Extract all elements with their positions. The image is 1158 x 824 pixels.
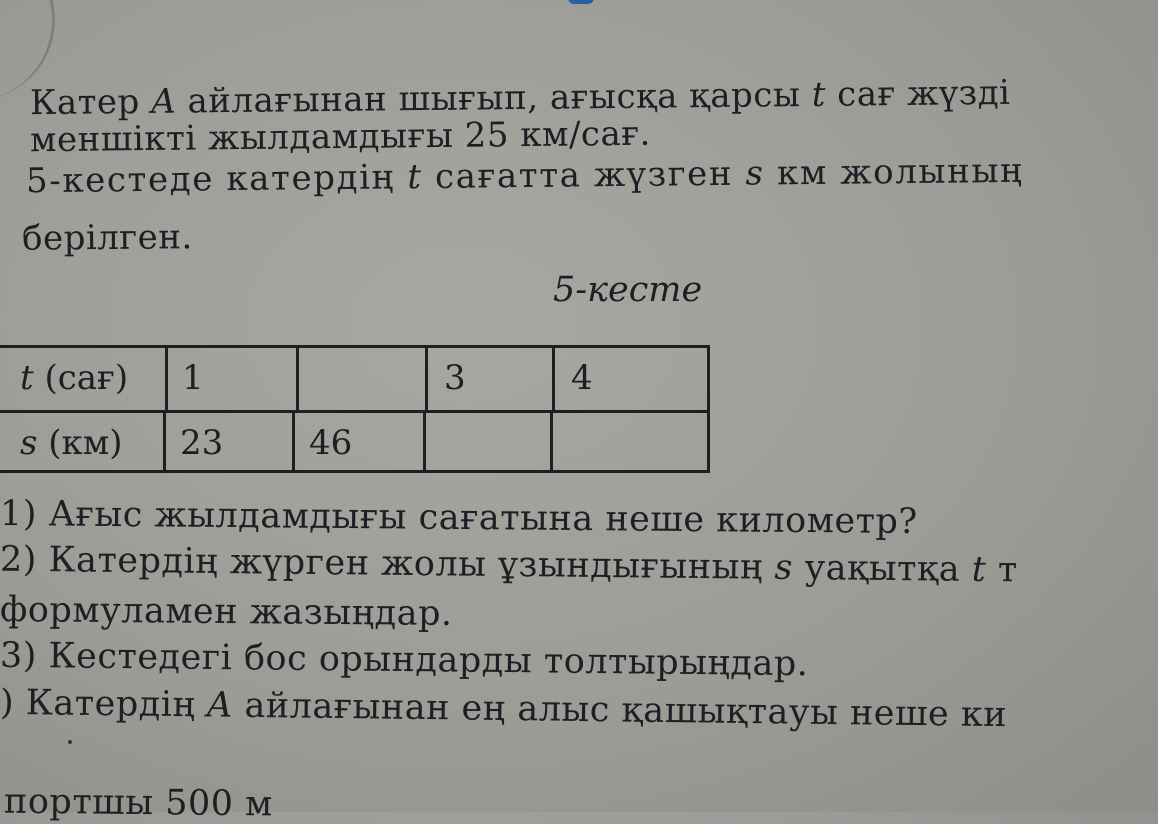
text-segment: айлағынан ең алыс қашықтауы неше ки: [232, 685, 1008, 736]
text-segment: т: [986, 550, 1018, 591]
table-cell: [553, 413, 707, 473]
footer-partial-line: портшы 500 м: [3, 781, 274, 824]
variable-s: s: [745, 153, 765, 194]
table-row-s: [0, 410, 707, 473]
text-segment: ) Катердің: [0, 682, 208, 726]
table-cell: 1: [182, 358, 204, 398]
page-top-mark: [568, 0, 594, 4]
table-cell: 4: [571, 358, 593, 398]
variable-t: t: [20, 358, 34, 398]
text-segment: Катер: [29, 81, 152, 124]
unit-label: (сағ): [33, 358, 129, 398]
variable-t: t: [407, 157, 423, 198]
text-segment: 2) Катердің жүрген жолы ұзындығының: [0, 539, 775, 588]
row-header-t: [0, 348, 165, 410]
table-cell: 23: [180, 423, 224, 463]
row-header-s: [0, 413, 165, 473]
text-segment: сағ жүзді: [825, 72, 1011, 115]
speck: [68, 740, 72, 744]
variable-s: s: [20, 423, 38, 463]
text-segment: км жолының: [764, 150, 1024, 194]
table-row-t: [0, 348, 707, 410]
variable-a: A: [150, 81, 177, 122]
paragraph-line-2: меншікті жылдамдығы 25 км/сағ.: [29, 113, 652, 161]
variable-a: A: [206, 685, 234, 726]
text-segment: сағатта жүзген: [422, 153, 746, 198]
table-cell: 46: [309, 423, 353, 463]
variable-s: s: [774, 547, 794, 588]
table-cell: [299, 348, 425, 410]
data-table: [0, 345, 710, 473]
text-segment: айлағынан шығып, ағысқа қарсы: [175, 74, 812, 122]
unit-label: (км): [37, 423, 123, 463]
text-segment: уақытқа: [792, 547, 972, 590]
question-2-continued: формуламен жазыңдар.: [0, 590, 453, 634]
variable-t: t: [811, 74, 827, 115]
table-cell: [426, 413, 550, 473]
question-4: [0, 683, 1007, 735]
table-cell: 3: [444, 358, 466, 398]
question-3: 3) Кестедегі бос орындарды толтырыңдар.: [0, 635, 809, 685]
paragraph-line-4: берілген.: [21, 217, 193, 259]
question-2: [0, 540, 1018, 591]
variable-t: t: [971, 549, 987, 590]
question-1: 1) Ағыс жылдамдығы сағатына неше километр?: [0, 493, 918, 543]
table-caption: 5-кесте: [553, 270, 703, 310]
text-segment: 5-кестеде катердің: [25, 157, 408, 202]
